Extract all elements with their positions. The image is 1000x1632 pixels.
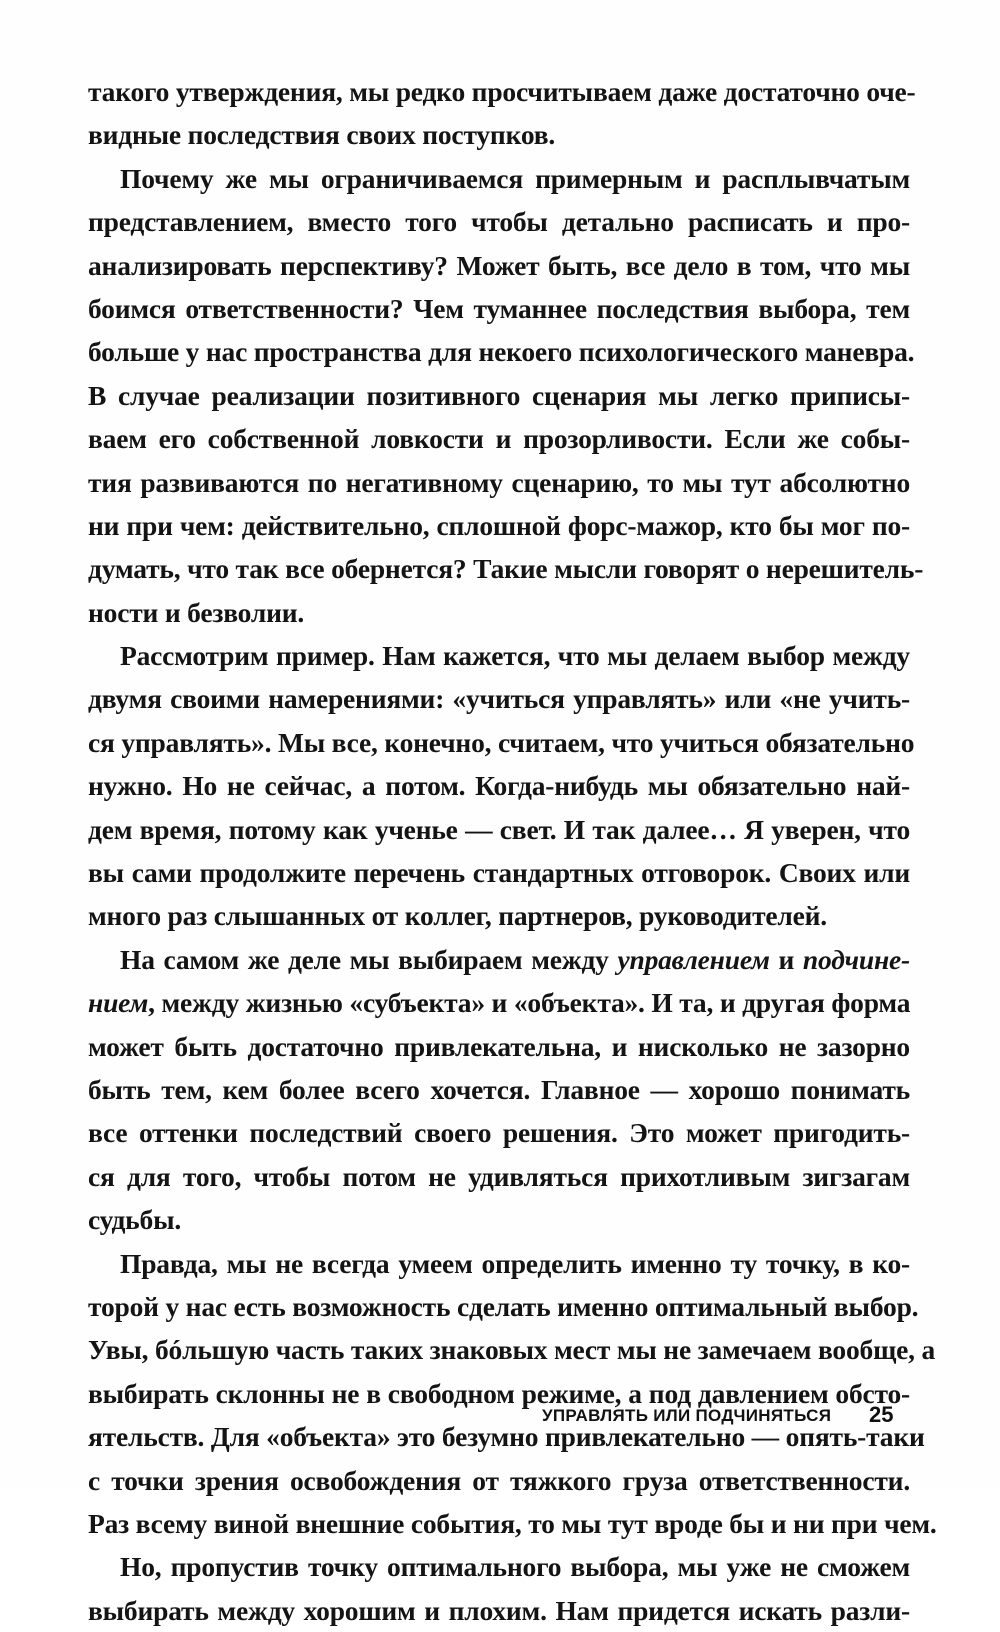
emphasis-text: управлением: [617, 943, 770, 975]
text-line: выбирать склонны не в свободном режиме, а под давлением обсто-: [88, 1377, 910, 1409]
running-title: УПРАВЛЯТЬ ИЛИ ПОДЧИНЯТЬСЯ: [542, 1406, 832, 1425]
text-line: с точки зрения освобождения от тяжкого груза ответственности.: [88, 1464, 910, 1496]
text-segment: и: [769, 943, 803, 975]
text-line: все оттенки последствий своего решения. Это может пригодить-: [88, 1117, 910, 1149]
text-line: больше у нас пространства для некоего психологического маневра.: [88, 336, 915, 368]
text-line: нужно. Но не сейчас, а потом. Когда-нибудь мы обязательно най-: [88, 770, 910, 802]
emphasis-text: нием: [88, 987, 149, 1019]
text-line: [88, 981, 910, 1024]
text-line: ваем его собственной ловкости и прозорливости. Если же собы-: [88, 423, 910, 455]
text-line: Увы, бóльшую часть таких знаковых мест мы не замечаем вообще, а: [88, 1334, 935, 1366]
text-line: ятельств. Для «объекта» это безумно привлекательно — опять-таки: [88, 1421, 925, 1453]
text-line: [88, 938, 910, 981]
page-number: 25: [869, 1402, 894, 1427]
text-line: судьбы.: [88, 1204, 182, 1236]
text-line: может быть достаточно привлекательна, и нисколько не зазорно: [88, 1030, 910, 1062]
text-segment: На самом же деле мы выбираем между: [120, 943, 618, 975]
text-line: Почему же мы ограничиваемся примерным и расплывчатым: [120, 162, 910, 194]
text-line: думать, что так все обернется? Такие мысли говорят о нерешитель-: [88, 553, 924, 585]
text-line: ности и безволии.: [88, 596, 305, 628]
emphasis-text: подчине-: [802, 943, 911, 975]
text-line: быть тем, кем более всего хочется. Главное — хорошо понимать: [88, 1073, 910, 1105]
text-line: видные последствия своих поступков.: [88, 119, 556, 151]
text-line: двумя своими намерениями: «учиться управлять» или «не учить-: [88, 683, 910, 715]
text-line: Правда, мы не всегда умеем определить именно ту точку, в ко-: [120, 1247, 910, 1279]
text-line: Рассмотрим пример. Нам кажется, что мы делаем выбор между: [120, 640, 910, 672]
text-line: тия развиваются по негативному сценарию, то мы тут абсолютно: [88, 466, 910, 498]
text-line: ся для того, чтобы потом не удивляться прихотливым зигзагам: [88, 1160, 910, 1192]
text-line: выбирать между хорошим и плохим. Нам придется искать разли-: [88, 1594, 910, 1626]
text-line: В случае реализации позитивного сценария мы легко приписы-: [88, 379, 910, 411]
text-line: анализировать перспективу? Может быть, все дело в том, что мы: [88, 249, 910, 281]
text-line: боимся ответственности? Чем туманнее последствия выбора, тем: [88, 292, 910, 324]
text-line: много раз слышанных от коллег, партнеров, руководителей.: [88, 900, 827, 932]
text-line: представлением, вместо того чтобы детально расписать и про-: [88, 206, 910, 238]
text-line: такого утверждения, мы редко просчитываем даже достаточно оче-: [88, 76, 916, 107]
text-line: дем время, потому как ученье — свет. И так далее… Я уверен, что: [88, 813, 910, 845]
text-line: торой у нас есть возможность сделать именно оптимальный выбор.: [88, 1290, 919, 1322]
text-line: ни при чем: действительно, сплошной форс-мажор, кто бы мог по-: [88, 509, 910, 541]
text-line: ся управлять». Мы все, конечно, считаем, что учиться обязательно: [88, 726, 915, 758]
text-line: Но, пропустив точку оптимального выбора, мы уже не сможем: [120, 1551, 910, 1583]
text-line: вы сами продолжите перечень стандартных отговорок. Своих или: [88, 857, 910, 889]
page-footer: [0, 1398, 1000, 1438]
text-segment: , между жизнью «субъекта» и «объекта». И та, и другая форма: [148, 987, 911, 1019]
text-line: Раз всему виной внешние события, то мы тут вроде бы и ни при чем.: [88, 1507, 937, 1539]
